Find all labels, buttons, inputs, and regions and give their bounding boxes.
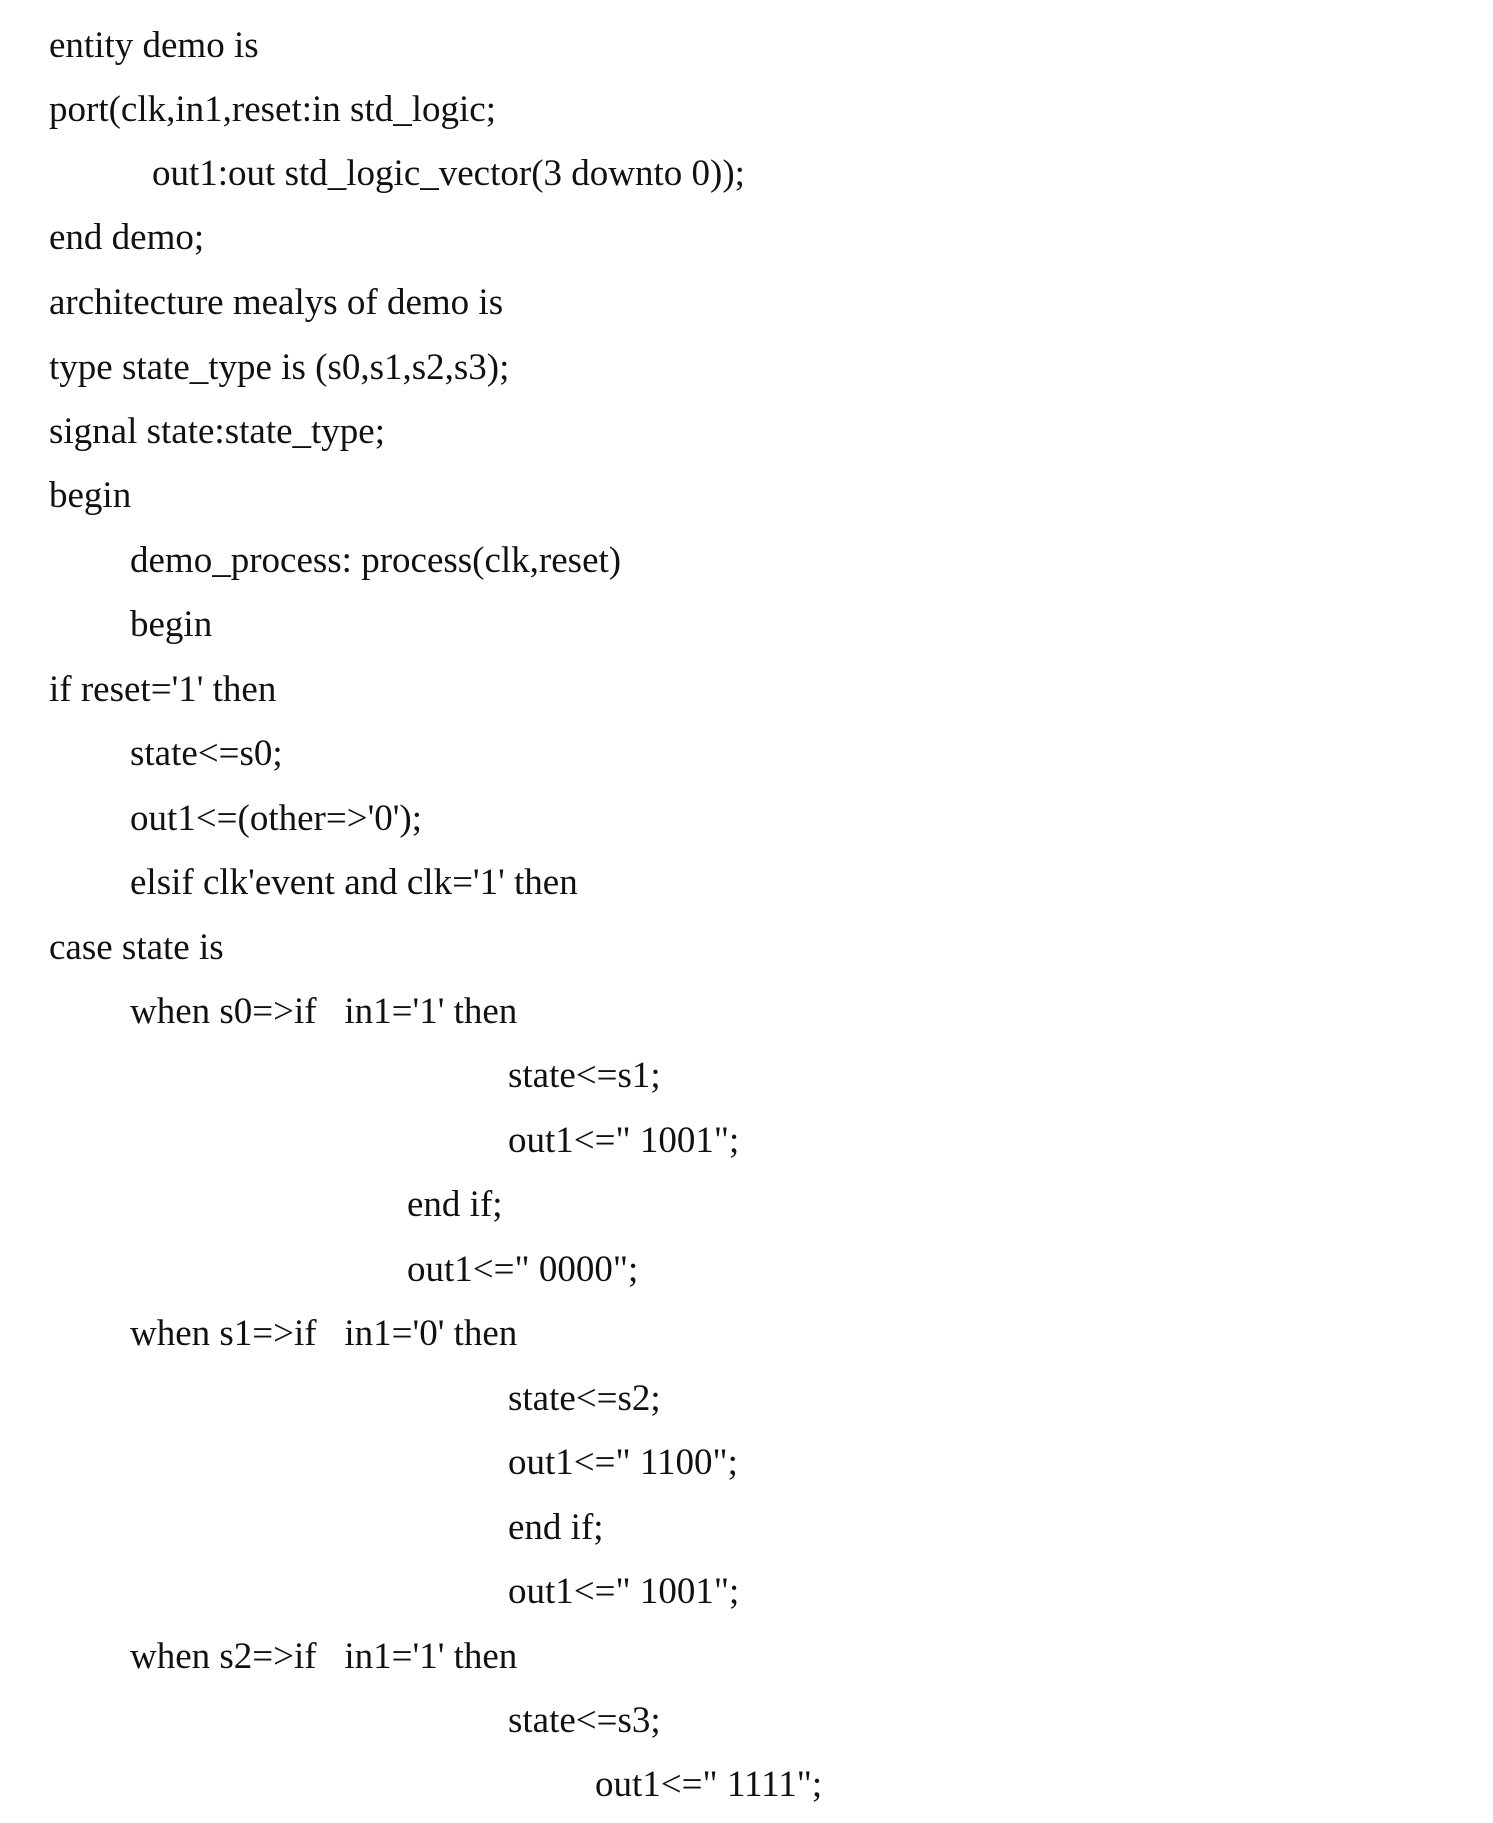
code-line: begin <box>130 604 213 645</box>
code-line: end demo; <box>49 217 205 258</box>
code-line: case state is <box>49 927 224 968</box>
code-line: when s0=>if in1='1' then <box>130 991 518 1032</box>
code-line: elsif clk'event and clk='1' then <box>130 862 578 903</box>
code-line: demo_process: process(clk,reset) <box>130 540 622 581</box>
code-line: out1<=" 1100"; <box>508 1442 738 1483</box>
code-line: begin <box>49 475 132 516</box>
code-line: state<=s1; <box>508 1055 661 1096</box>
code-line: out1<=" 1001"; <box>508 1120 740 1161</box>
code-line: type state_type is (s0,s1,s2,s3); <box>49 347 510 388</box>
code-line: end if; <box>508 1507 604 1548</box>
code-line: out1<=" 0000"; <box>407 1249 639 1290</box>
code-line: state<=s3; <box>508 1700 661 1741</box>
code-line: out1<=" 1001"; <box>508 1571 740 1612</box>
code-line: entity demo is <box>49 25 259 66</box>
code-line: state<=s0; <box>130 733 283 774</box>
code-line: state<=s2; <box>508 1378 661 1419</box>
code-line: out1<=(other=>'0'); <box>130 798 423 839</box>
code-line: port(clk,in1,reset:in std_logic; <box>49 89 496 130</box>
code-line: when s2=>if in1='1' then <box>130 1636 518 1677</box>
code-line: architecture mealys of demo is <box>49 282 504 323</box>
code-line: end if; <box>407 1184 503 1225</box>
code-line: if reset='1' then <box>49 669 277 710</box>
code-line: out1:out std_logic_vector(3 downto 0)); <box>152 153 745 194</box>
code-line: when s1=>if in1='0' then <box>130 1313 518 1354</box>
code-line: out1<=" 1111"; <box>595 1764 823 1805</box>
code-line: signal state:state_type; <box>49 411 385 452</box>
